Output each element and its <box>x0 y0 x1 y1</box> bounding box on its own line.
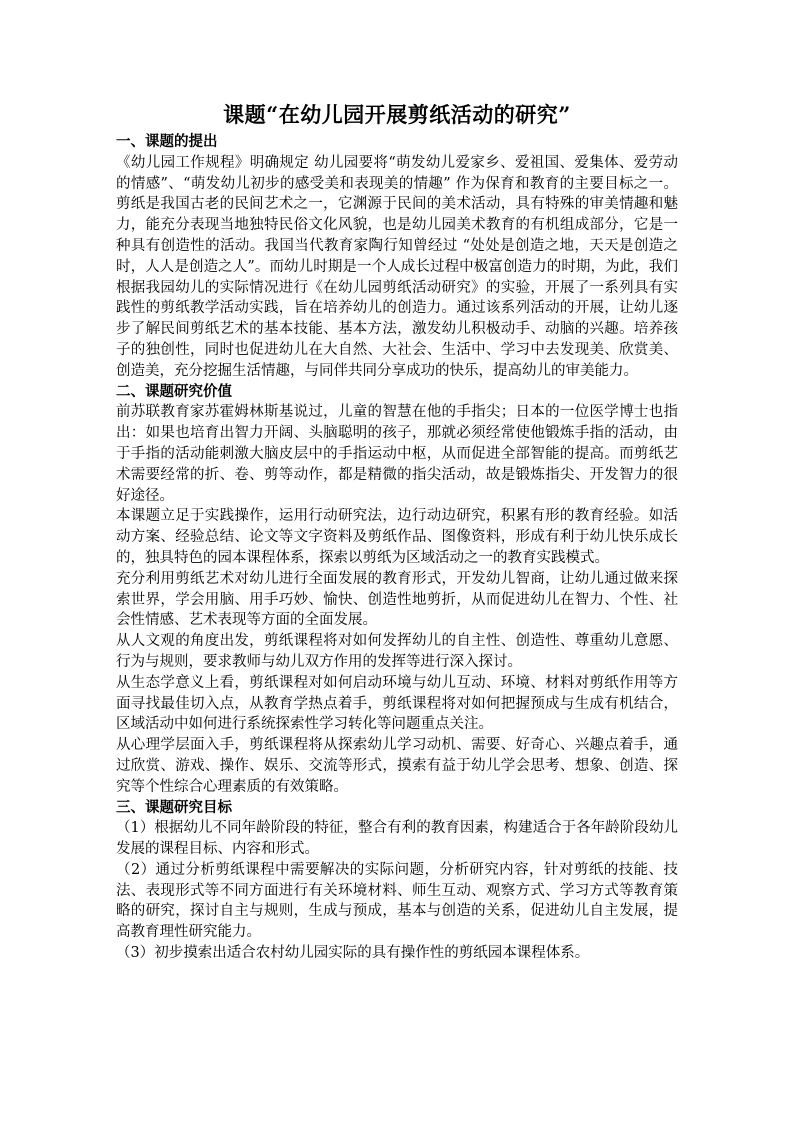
section-heading-3: 三、课题研究目标 <box>116 798 232 816</box>
document-page <box>116 100 678 964</box>
section-heading-2: 二、课题研究价值 <box>116 382 232 400</box>
paragraph: 充分利用剪纸艺术对幼儿进行全面发展的教育形式，开发幼儿智商，让幼儿通过做来探索世界，学会用脑、用手巧妙、愉快、创造性地剪折，从而促进幼儿在智力、个性、社会性情感、艺术表现等方面的全面发展。 <box>116 570 678 629</box>
paragraph: 前苏联教育家苏霍姆林斯基说过，儿童的智慧在他的手指尖；日本的一位医学博士也指出：如果也培育出智力开阔、头脑聪明的孩子，那就必须经常使他锻炼手指的活动，由于手指的活动能刺激大脑皮层中的手指运动中枢，从而促进全部智能的提高。而剪纸艺术需要经常的折、卷、剪等动作，都是精微的指尖活动，故是锻炼指尖、开发智力的很好途径。 <box>116 404 678 504</box>
goal-item-3: （3）初步摸索出适合农村幼儿园实际的具有操作性的剪纸园本课程体系。 <box>116 945 590 962</box>
paragraph: 《幼儿园工作规程》明确规定 幼儿园要将“萌发幼儿爱家乡、爱祖国、爱集体、爱劳动的情感”、“萌发幼儿初步的感受美和表现美的情趣” 作为保育和教育的主要目标之一。剪纸是我国古老的民间艺术之一，它渊源于民间的美术活动，具有特殊的审美情趣和魅力，能充分表现当地独特民俗文化风貌，也是幼儿园美术教育的有机组成部分，它是一种具有创造性的活动。我国当代教育家陶行知曾经过 “处处是创造之地，天天是创造之时，人人是创造之人”。而幼儿时期是一个人成长过程中极富创造力的时期，为此，我们根据我园幼儿的实际情况进行《在幼儿园剪纸活动研究》的实验，开展了一系列具有实践性的剪纸教学活动实践，旨在培养幼儿的创造力。通过该系列活动的开展，让幼儿逐步了解民间剪纸艺术的基本技能、基本方法，激发幼儿积极动手、动脑的兴趣。培养孩子的独创性，同时也促进幼儿在大自然、大社会、生活中、学习中去发现美、欣赏美、创造美，充分挖掘生活情趣，与同伴共同分享成功的快乐，提高幼儿的审美能力。 <box>116 154 678 379</box>
section-heading-1: 一、课题的提出 <box>116 133 218 150</box>
paragraph: 本课题立足于实践操作，运用行动研究法，边行动边研究，积累有形的教育经验。如活动方案、经验总结、论文等文字资料及剪纸作品、图像资料，形成有利于幼儿快乐成长的，独具特色的园本课程体系，探索以剪纸为区域活动之一的教育实践模式。 <box>116 508 678 566</box>
goal-item-1: （1）根据幼儿不同年龄阶段的特征，整合有利的教育因素，构建适合于各年龄阶段幼儿发展的课程目标、内容和形式。 <box>116 820 678 858</box>
paragraph: 从心理学层面入手，剪纸课程将从探索幼儿学习动机、需要、好奇心、兴趣点着手，通过欣赏、游戏、操作、娱乐、交流等形式，摸索有益于幼儿学会思考、想象、创造、探究等个性综合心理素质的有效策略。 <box>116 737 678 795</box>
document-title: 课题“在幼儿园开展剪纸活动的研究” <box>223 102 571 127</box>
paragraph: 从人文观的角度出发，剪纸课程将对如何发挥幼儿的自主性、创造性、尊重幼儿意愿、行为与规则，要求教师与幼儿双方作用的发挥等进行深入探讨。 <box>116 633 678 670</box>
goal-item-2: （2）通过分析剪纸课程中需要解决的实际问题，分析研究内容，针对剪纸的技能、技法、表现形式等不同方面进行有关环境材料、师生互动、观察方式、学习方式等教育策略的研究，探讨自主与规则，生成与预成，基本与创造的关系，促进幼儿自主发展，提高教育理性研究能力。 <box>116 861 678 941</box>
paragraph: 从生态学意义上看，剪纸课程对如何启动环境与幼儿互动、环境、材料对剪纸作用等方面寻找最佳切入点，从教育学热点着手，剪纸课程将对如何把握预成与生成有机结合，区域活动中如何进行系统探索性学习转化等问题重点关注。 <box>116 674 678 733</box>
